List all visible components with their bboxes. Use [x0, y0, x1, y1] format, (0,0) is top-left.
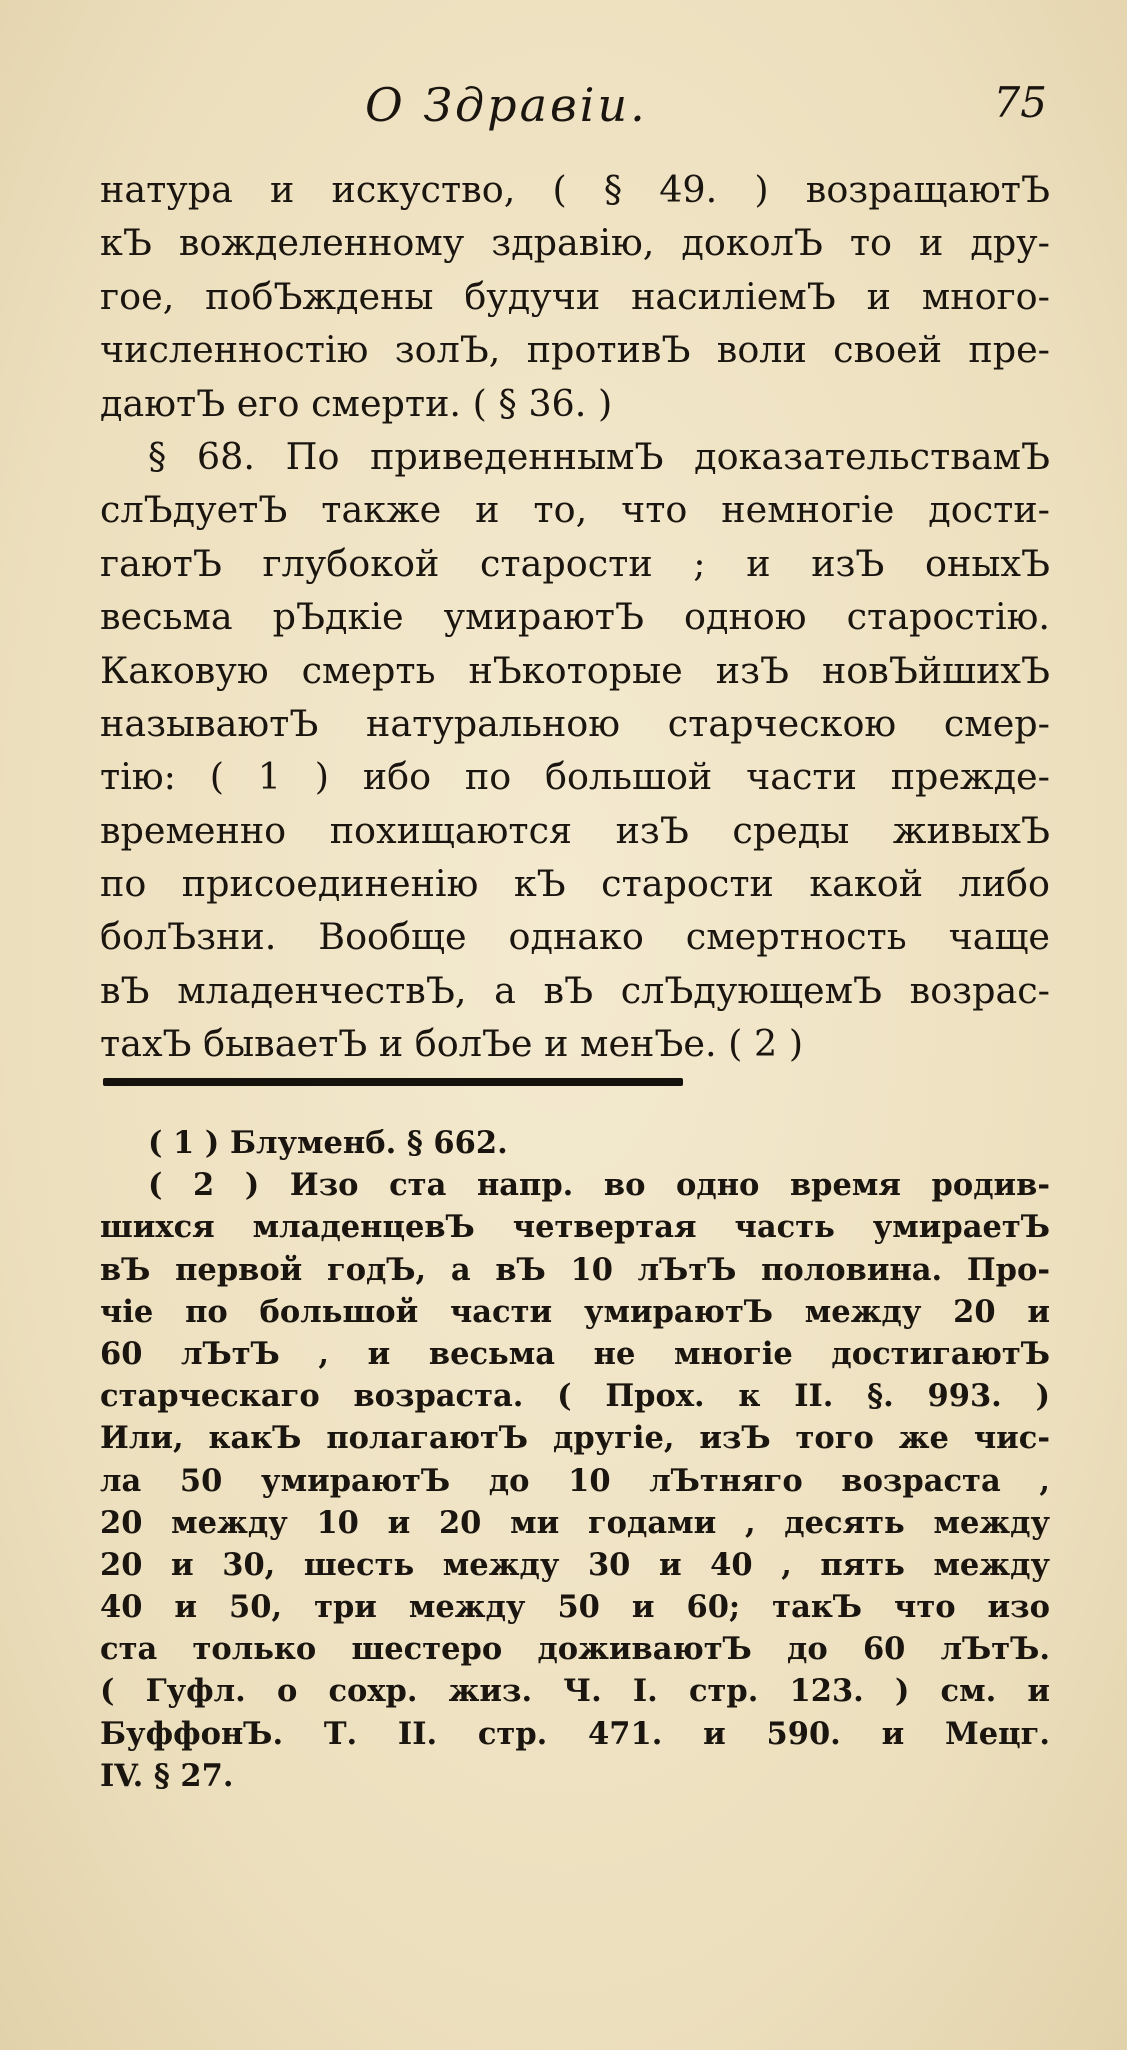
text-line: болЪзни. Вообще однако смертность чаще: [100, 915, 1050, 959]
footnote-line: IV. § 27.: [100, 1757, 234, 1794]
text-line: натура и искуство, ( § 49. ) возращаютЪ: [100, 168, 1050, 211]
text-line: тію: ( 1 ) ибо по большой части прежде-: [100, 755, 1050, 799]
footnote-line: старческаго возраста. ( Прох. к II. §. 993. ): [100, 1378, 1050, 1415]
text-line: численностію золЪ, противЪ воли своей пре-: [100, 328, 1050, 372]
footnote-line: Или, какЪ полагаютЪ другіе, изЪ того же чис-: [100, 1420, 1050, 1457]
footnote-line: 40 и 50, три между 50 и 60; такЪ что изо: [100, 1589, 1050, 1626]
text-line: тахЪ бываетЪ и болЪе и менЪе. ( 2 ): [100, 1022, 804, 1066]
footnote-line: чіе по большой части умираютЪ между 20 и: [100, 1293, 1050, 1330]
text-line: по присоединенію кЪ старости какой либо: [100, 862, 1050, 906]
page-number: 75: [993, 78, 1047, 127]
footnotes: [100, 1122, 1050, 1797]
footnote-divider-rule: [103, 1078, 683, 1086]
footnote-1: ( 1 ) Блуменб. § 662.: [148, 1125, 508, 1161]
main-text: [100, 163, 1050, 1071]
footnote-line: 20 и 30, шесть между 30 и 40 , пять между: [100, 1546, 1050, 1583]
footnote-line: шихся младенцевЪ четвертая часть умираетЪ: [100, 1209, 1050, 1246]
text-line: гаютЪ глубокой старости ; и изЪ оныхЪ: [100, 541, 1050, 585]
footnote-line: БуффонЪ. Т. II. стр. 471. и 590. и Мецг.: [100, 1715, 1050, 1752]
footnote-line: ста только шестеро доживаютЪ до 60 лЪтЪ.: [100, 1631, 1050, 1668]
text-line: кЪ вожделенному здравію, доколЪ то и дру-: [100, 221, 1050, 265]
text-line: весьма рЪдкіе умираютЪ одною старостію.: [100, 595, 1050, 639]
footnote-line: ла 50 умираютЪ до 10 лЪтняго возраста ,: [100, 1462, 1050, 1499]
text-line: временно похищаются изЪ среды живыхЪ: [100, 808, 1050, 852]
running-head-title: О Здравіи.: [365, 78, 648, 132]
footnote-line: ( Гуфл. о сохр. жиз. Ч. I. стр. 123. ) см. и: [100, 1673, 1050, 1710]
text-line: вЪ младенчествЪ, а вЪ слЪдующемЪ возрас-: [100, 968, 1050, 1012]
paragraph-68-start: § 68. По приведеннымЪ доказательствамЪ: [148, 434, 1050, 478]
text-line: называютЪ натуральною старческою смер-: [100, 701, 1050, 745]
footnote-line: 60 лЪтЪ , и весьма не многіе достигаютЪ: [100, 1335, 1050, 1372]
text-line: Каковую смерть нЪкоторые изЪ новЪйшихЪ: [100, 648, 1050, 692]
running-head: [100, 78, 1047, 138]
footnote-2-start: ( 2 ) Изо ста напр. во одно время родив-: [148, 1167, 1050, 1204]
text-line: гое, побЪждены будучи насиліемЪ и много-: [100, 274, 1050, 318]
text-line: слЪдуетЪ также и то, что немногіе дости-: [100, 488, 1050, 532]
footnote-line: вЪ первой годЪ, а вЪ 10 лЪтЪ половина. Про-: [100, 1251, 1050, 1288]
footnote-line: 20 между 10 и 20 ми годами , десять между: [100, 1504, 1050, 1541]
text-line: даютЪ его смерти. ( § 36. ): [100, 381, 613, 425]
